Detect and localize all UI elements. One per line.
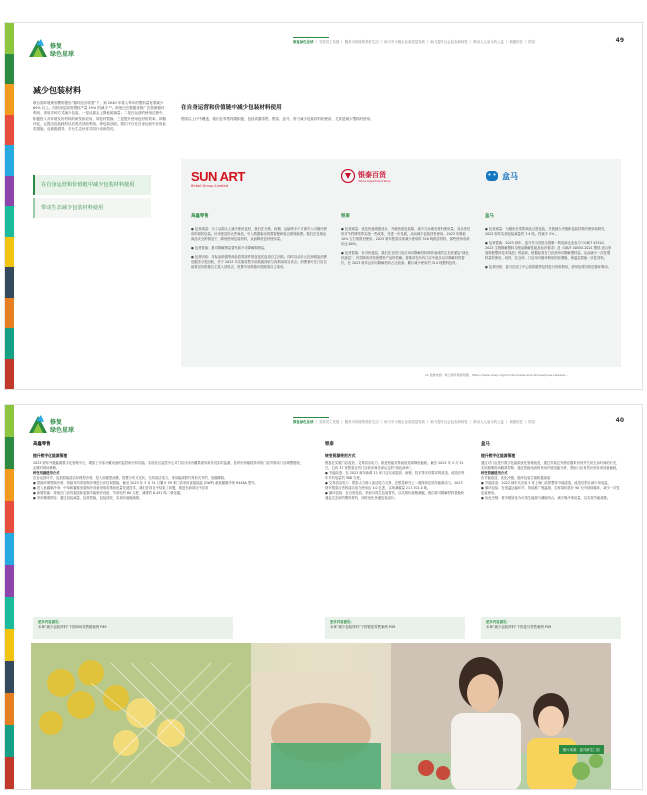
note-link[interactable]: 本章“减少包装材料”下的银泰零售案例 P49: [330, 625, 396, 629]
col3-para: ● 包材减量：为避免在零售商品过度包装，开展减少冷链和包装材料的使用和研究，2023 财年实现包装减量约 7.4 吨，约减少 2% 。: [485, 227, 608, 236]
p2-col1-notebox[interactable]: [33, 617, 233, 639]
p2-col2-para: 银泰在实施门店改造，交易清洁电力、推进低能效系统改造和降低能耗。截至 2023 年 3 月 31 日，已有 37 家银泰百货门店获评商务部认定的“绿色商场”。: [325, 461, 464, 470]
p2-col2-subheading: 转变资源使用方式: [325, 453, 356, 458]
nav-items[interactable]: 丨 支持员工发展 丨 服务可持续的美好生活 丨 助力中小微企业高质量发展 丨 助力提升社会包容和韧性 丨 推动人人参与的公益 丨 构建信任 丨 附录: [314, 420, 536, 424]
p2-col1-para: 转变用源使用方式: [33, 471, 60, 475]
spine-stripe: [5, 23, 14, 54]
p2-col3-para: 在节能改造、优化冷链，循环包装方面积极探索：: [481, 476, 554, 480]
main-intro: 围绕以上行中覆盖，我们在零售终端积极、包括高鑫零售、银泰、盒马，努力减少包装材料的使用，尤其是减少塑料的使用。: [181, 117, 374, 121]
color-spine: [5, 23, 14, 389]
p2-col3-subheading: 提升数字化能源管理: [481, 453, 516, 458]
col3-text: [485, 227, 613, 270]
col3-brand: 盒马: [485, 214, 494, 219]
p2-col1-para: ● 替换环保型制冷剂：持续对所采取制冷剂进行评估和替换，截至 2023 年 3 月 31 日累计 59 家门店采用直接低温 (GWP) 新低碳制冷剂 R448A 型号。: [33, 481, 258, 485]
hema-logo-main: 盒马: [502, 171, 518, 181]
logo-line1: 修复: [50, 43, 63, 50]
p2-col2-notebox[interactable]: [325, 617, 465, 639]
spine-stripe: [5, 84, 14, 115]
page-number: 49: [615, 37, 624, 44]
spine-stripe: [5, 757, 14, 789]
spine-stripe: [5, 405, 14, 437]
sidebox-value-chain[interactable]: 在自身运营和价值链中减少包装材料使用: [33, 175, 151, 195]
intime-logo: [341, 169, 390, 183]
intime-logo-sub: Intime Department Store: [358, 179, 391, 183]
report-page-49: [4, 22, 643, 390]
supermarket-photo: [31, 643, 611, 790]
color-spine: [5, 405, 14, 789]
top-nav[interactable]: [293, 39, 612, 44]
spine-stripe: [5, 725, 14, 757]
logo-line2: 绿色星球: [50, 427, 75, 434]
logo-line1: 修复: [50, 419, 63, 426]
p2-col1-text: [33, 461, 305, 617]
spine-stripe: [5, 469, 14, 501]
p2-col3-para: 转变资源使用方式: [481, 471, 508, 475]
spine-stripe: [5, 661, 14, 693]
col1-para: ● 包材回收：对标品纸箱等商品将零部件的包括托盘再自主回收。同时启动多元在商城加消费后服务分类回收，并于 2023 年实施零售专用纸箱回收与再利用项目试点。消费者可在门店自助将完好纸箱自主投入回收点，免费专用纸箱可供顾客自主取用。: [191, 255, 327, 269]
p2-col3-para: ● 节能改造：2023 财年共完成 5 家上海门店的整体节能改造，改造后预计减少用电量。: [481, 481, 611, 485]
p2-col3-para: 通过对门店进行数字化能源优化管理改造，通过安装红外感应器来识别并关闭空余时间的灯光，实现照明时间精准控制；通过智能电表的采用开展电能分析，帮助门店有效识别各项设备能耗。: [481, 461, 620, 470]
supermarket-photo-art: [31, 643, 611, 790]
spine-stripe: [5, 437, 14, 469]
note-label: 更多内容请见：: [330, 620, 354, 624]
p2-col1-para: ● 新增性能：持续在门店货架改和更换节能制冷设备，节省电约 60 万度，减排约 6,431 吨二氧化碳。: [33, 491, 184, 495]
p2-col1-subheading: 提升数字化能源管理: [33, 453, 68, 458]
spine-stripe: [5, 267, 14, 298]
spine-stripe: [5, 298, 14, 329]
spine-stripe: [5, 565, 14, 597]
spine-stripe: [5, 693, 14, 725]
p2-col1-brand: 高鑫零售: [33, 442, 51, 447]
spine-stripe: [5, 328, 14, 359]
note-link[interactable]: 本章“减少包装材料”下的商场零售箱案例 P49: [38, 625, 107, 629]
col3-para: ● 包材回收：盒马在加工中心将纸箱等包材进行回收利用，使用包材回收后循环利用。: [485, 265, 611, 269]
nav-underline: [293, 37, 329, 38]
p2-col1-para: ● 采用精准供电：通过包装减量，包材替换，包装回收，实现价值链减排。: [33, 496, 143, 500]
p2-col1-para: ● 投入低碳制冷剂：中草和董都房屋制冷设备采取收集和低量发展技术，我们在项目中结束了问题，推进在新项目中应用: [33, 486, 209, 490]
p2-col2-brand: 银泰: [325, 442, 334, 447]
page-number: 40: [615, 417, 624, 424]
col2-para: ● 包材替换：针对快递袋，我们在全国门店应用可降解材料制作而成的生态快递袋“绿色快递袋”，有效降低对传统塑料产品的依赖。将推荐在所有门店中逐步以可降解材料替代，在 2023 财年达到可降解材料占比较高。累计减少使用约 314 吨塑料包材。: [341, 251, 469, 265]
spine-stripe: [5, 176, 14, 207]
spine-stripe: [5, 115, 14, 146]
sunart-logo-main: SUN ART: [191, 169, 245, 184]
hema-hippo-icon: [485, 169, 499, 183]
p2-col1-para: 2023 财年升级能源数字化管理平台，增加了冷冻冷藏设备的监控和分析功能。实现各区监控中心对门店冷冻冷藏系统异常状况实时监测，及时识别能耗异常的门店并推动门店调整措施，必要时现场维修。: [33, 461, 303, 470]
section-title: 减少包装材料: [33, 86, 81, 95]
photo-credit: 照片来源：盒马鲜生门店: [559, 745, 604, 754]
p2-col3-notebox[interactable]: [481, 617, 621, 639]
p2-col1-para: 在各运营环节，包括替换清洁环保型冷剂，投入低碳型油墨，智慧分布式光伏，交易清洁电力，采用能源替代等形式节约、低碳降耗。: [33, 476, 228, 480]
col2-text: [341, 227, 471, 266]
nav-items[interactable]: 丨 支持员工发展 丨 服务可持续的美好生活 丨 助力中小微企业高质量发展 丨 助力提升社会包容和韧性 丨 推动人人参与的公益 丨 构建信任 丨 附录: [314, 40, 536, 44]
spine-stripe: [5, 54, 14, 85]
p2-col3-text: [481, 461, 621, 617]
p2-col3-brand: 盒马: [481, 442, 490, 447]
leaf-cube-icon: [27, 37, 49, 59]
sunart-logo-sub: Retail Group Limited: [191, 184, 229, 188]
spine-stripe: [5, 237, 14, 268]
leaf-cube-icon: [27, 413, 49, 435]
note-label: 更多内容请见：: [38, 620, 62, 624]
logo-line2: 绿色星球: [50, 51, 75, 58]
col2-brand: 银泰: [341, 214, 350, 219]
main-heading: 在自身运营和价值链中减少包装材料使用: [181, 105, 282, 111]
nav-active-item[interactable]: 修复绿色星球: [293, 40, 314, 44]
p2-col3-para: ● 优化冷链：将冷链转变为可再生能源与储能结合，减少制冷剂用量，以实现节能减排。: [481, 496, 611, 500]
section-logo: [27, 37, 77, 73]
spine-stripe: [5, 629, 14, 661]
col1-para: ● 包材替换：推可降解物袋替代和不可降解购物袋。: [191, 246, 268, 250]
p2-col2-text: [325, 461, 465, 617]
col1-text: [191, 227, 327, 270]
nav-underline: [293, 417, 329, 418]
intime-emblem-icon: [341, 169, 355, 183]
nav-active-item[interactable]: 修复绿色星球: [293, 420, 314, 424]
p2-col2-para: ● 交易清洁电力：银泰大力推入清洁电力交易，在银泰研究上一道保持在低年能源动力，2023 财年银泰百货的清洁电力使用达 3.0 亿度，实现减碳量 217,701.0 吨。: [325, 481, 463, 490]
spine-stripe: [5, 206, 14, 237]
spine-stripe: [5, 597, 14, 629]
col1-brand: 高鑫零售: [191, 214, 209, 219]
footnote: 11 数据来源：联合国环境规划署，https://www.unep.org/zh-hans/news-and-stories/press-release/...: [425, 373, 569, 377]
sunart-logo: [191, 169, 245, 188]
col1-para: ● 包材减量：为了从源头上减少使用包材，我们在分拣、拆捆、运输等多个方面引入可循环使用的周转包装。针对配送的大件商品，引入数据驱动的数智配和验合算保新费。我们在在保证商品安全的情况下，降低使用包装材料，从而降低包材使用量。: [191, 227, 327, 241]
spine-stripe: [5, 501, 14, 533]
note-link[interactable]: 本章“减少包装材料”下的盒马零售案例 P49: [486, 625, 552, 629]
col3-para: ● 包材替换：2023 财年，盒马作为首批全国唯一的电商企业参与“《GB/T 43310-2023 生物降解塑料与制品降解性能及标识要求》及《GB/T 40553-2021 塑料 适合家庭堆肥塑料技术规范》的起草。根据标准在门店使用可降解塑料袋，从而减少一次性塑料量的使用。同时，在仓库、门店用可循环利用的折叠箱、保温袋替换一次性材料。: [485, 241, 612, 260]
top-nav[interactable]: [293, 419, 612, 424]
report-page-40: [4, 404, 643, 790]
spine-stripe: [5, 359, 14, 390]
sidebox-ecosystem[interactable]: 带动生态减少包装材料使用: [33, 198, 151, 218]
section-intro: 联合国环境规划署则提出“循环经济转型”下，到 2040 年将人每年的塑料量有望减少 80% 以上。同时深层面发塑料产量 55% 的减少 ¹⁰。阿里巴巴数据来推广在资源循环利用，采取多种方式减少包装，一是从源头上降低源减量；二是在运营的使用过程中，积极投入对环境友好材料的研发和应用，即包材替换；三是提升使用包材的效率，即循环化，且提出包装耗材以后再次回收利用，即包装回收。我们不仅在自身运营中应用此类措施，也积极倡导，平台生态伙伴共同行动和效仿。: [33, 101, 166, 132]
intime-logo-main: 银泰百货: [358, 170, 386, 179]
col2-para: ● 包材减量：优化快递纸箱设计，升级传统包装箱，减少冗余填充材料使用量，其余发货时对节约网络等实施一些改革，并进一步发展，从而减少包装材料使用。2023 年降低 10% 左右的纸材使用。2023 财年银泰实现减少使用的 316 吨纸质材料，那些使用寿命仍达 60%。: [341, 227, 471, 246]
p2-col2-para: ● 节能改造：在 2023 财年新增 12 家门店完成屋面、流程、技术等多项要求的改造，改造后每年节约电量约 588 万度。: [325, 471, 465, 480]
note-label: 更多内容请见：: [486, 620, 510, 624]
p2-col2-para: ● 循环包装：在自营包装，采取可再生包装替代，以实现价值链减碳。我们将可降解材料替换快递袋过去用的塑料材料，同时优化快递包装设计。: [325, 491, 465, 500]
hema-logo: [485, 169, 518, 183]
spine-stripe: [5, 533, 14, 565]
p2-col3-para: ● 循环包装：在低温运输环节，持续推广保温箱、生鲜周转筐在 90 天内持续循环，减少一次性包装使用。: [481, 486, 620, 495]
spine-stripe: [5, 145, 14, 176]
